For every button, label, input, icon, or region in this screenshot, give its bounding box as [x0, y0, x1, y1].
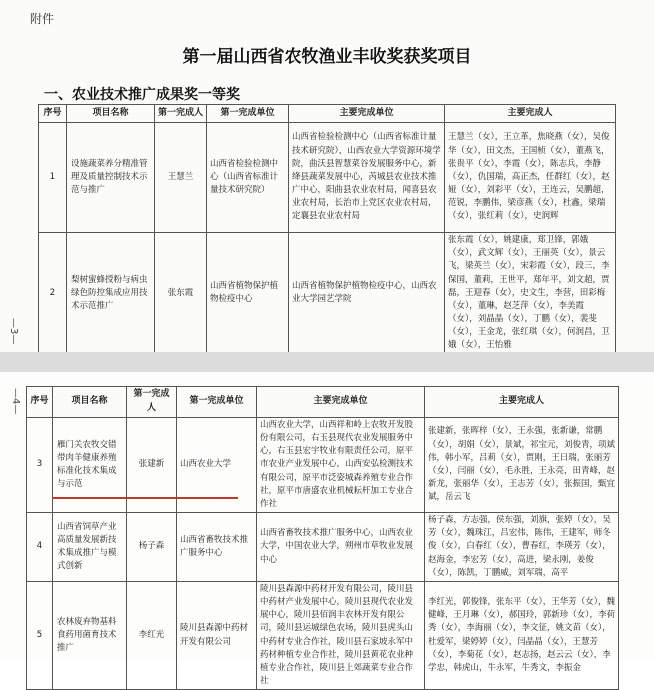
header-no: 序号	[27, 387, 53, 418]
cell-unit: 陵川县森源中药材开发有限公司	[177, 581, 257, 689]
cell-unit: 山西农业大学	[177, 417, 257, 512]
awards-table-page-1	[38, 104, 616, 355]
table-row	[27, 513, 619, 582]
cell-people: 杨子森，方志强，侯东强，刘旗，张婷（女），吴芳（女），魏珠江，吕宏伟，陈伟，王建军，师冬俊（女），白春红（女），曹春红，李瑛芳（女），赵海金，李宏芳（女），高进，梁永刚，姜俊（女），陈凯，丁鹏威，刘军瑞，高平	[425, 513, 619, 582]
table-row	[39, 123, 616, 233]
table-header-row	[27, 387, 619, 418]
cell-no: 3	[27, 417, 53, 512]
cell-people: 李红光，郭俊锋，张东平（女），王华芳（女），魏健峰，王月琳（女），郝国玲，郭新珍（女），李荷秀（女），李海丽（女），李文征，姚文苗（女），杜爱军，梁婷婷（女），闫晶晶（女），王慧芳（女），李菊花（女），赵志扬，赵云云（女），李学忠，韩虎山，牛永军，牛秀文，李振金	[425, 581, 619, 689]
header-unit: 第一完成单位	[207, 105, 289, 123]
attachment-label: 附件	[30, 12, 55, 26]
cell-units: 山西农业大学，山西祥和岭上农牧开发股份有限公司，右玉县现代农业发展服务中心，右玉县宏宇牧业有限责任公司，原平市农业产业发展中心，山西安弘检测技术有限公司，原平市泛姿城森养殖专业合作社，原平市唐盛农业机械耘杆加工专业合作社	[257, 417, 425, 512]
header-no: 序号	[39, 105, 67, 123]
table-row	[27, 581, 619, 689]
page-number-mark: —4—	[10, 388, 21, 415]
page-gap	[0, 352, 654, 372]
cell-people: 王慧兰（女），王立革，焦晓燕（女），吴俊华（女），田文杰，王国桢（女），董燕飞，张贵平（女），李霞（女），陈志兵，李静（女），仇国瑞，高正杰，任群红（女），赵娅（女），刘彩平（女），王连云，吴鹏超，范锐，李鹏伟，梁彦燕（女），杜鑫，梁瑞（女），张红莉（女），史润辉	[445, 123, 616, 233]
header-unit: 第一完成单位	[177, 387, 257, 418]
cell-no: 2	[39, 233, 67, 355]
header-leader: 第一完成人	[127, 387, 177, 418]
cell-units: 陵川县森源中药材开发有限公司，陵川县中药材产业发展中心，陵川县现代农业发展中心，陵川县佰润丰农林开发有限公司，陵川县运城绿色农场，陵川县虎头山中药材专业合作社，陵川县石家坡永军中药材种植专业合作社，陵川县黄花农业种植专业合作社，陵川县上郊蔬菜专业合作社	[257, 581, 425, 689]
cell-leader: 张建新	[127, 417, 177, 512]
cell-no: 1	[39, 123, 67, 233]
table-row	[39, 233, 616, 355]
section-heading: 一、农业技术推广成果奖一等奖	[44, 87, 240, 103]
header-people: 主要完成人	[425, 387, 619, 418]
cell-no: 4	[27, 513, 53, 582]
header-units: 主要完成单位	[257, 387, 425, 418]
table-header-row	[39, 105, 616, 123]
document-page-2	[0, 372, 654, 687]
document-title: 第一届山西省农牧渔业丰收奖获奖项目	[182, 47, 472, 67]
cell-unit: 山西省检验检测中心（山西省标准计量技术研究院）	[207, 123, 289, 233]
cell-people: 张建新，张晖梓（女），王永强，张新谦，常鹏（女），胡娟（女），景斌，祁宝元，刘俊青，项斌伟，韩小军，吕莉（女），贾刚，王日瑞，张丽芳（女），闫丽（女），毛永胜，王永亮，田青峰，赵新龙，张丽华（女），王志芳（女），张振国，甄宜斌，岳云飞	[425, 417, 619, 512]
cell-project: 农林废弃物基料食药用菌育技术推广	[53, 581, 127, 689]
cell-people: 张东霞（女），姚建康，郑卫锋，郭娥（女），武文辉（女），王丽英（女），景云飞，梁英兰（女），宋彩霞（女），段三，李保国，董莉，王世平，郑年平，刘文超，贾磊，王迎春（女），史文生，李营，田彩梅（女），董琳，赵芝萍（女），李美霞（女），刘晶晶（女），丁鹏（女），裴斐（女），王金龙，张红琪（女），何润昌，卫娥（女），王怡雅	[445, 233, 616, 355]
cell-project: 雁门关农牧交错带肉羊健康养殖标准化技术集成与示范	[53, 417, 127, 512]
cell-project: 设施蔬菜养分精准管理及质量控制技术示范与推广	[67, 123, 155, 233]
header-project: 项目名称	[53, 387, 127, 418]
header-units: 主要完成单位	[289, 105, 445, 123]
cell-unit: 山西省植物保护植物检疫中心	[207, 233, 289, 355]
cell-project: 山西省饲草产业高质量发展新技术集成推广与模式创新	[53, 513, 127, 582]
header-people: 主要完成人	[445, 105, 616, 123]
header-project: 项目名称	[67, 105, 155, 123]
cell-unit: 山西省畜牧技术推广服务中心	[177, 513, 257, 582]
red-underline-mark	[52, 497, 238, 499]
cell-leader: 杨子森	[127, 513, 177, 582]
awards-table-page-2	[26, 386, 619, 690]
cell-units: 山西省畜牧技术推广服务中心，山西农业大学，中国农业大学，朔州市草牧业发展中心	[257, 513, 425, 582]
cell-project: 梨树蜜蜂授粉与病虫绿色防控集成应用技术示范推广	[67, 233, 155, 355]
cell-leader: 王慧兰	[155, 123, 207, 233]
cell-no: 5	[27, 581, 53, 689]
cell-units: 山西省检验检测中心（山西省标准计量技术研究院），山西农业大学资源环境学院，曲沃县智慧菜谷发展服务中心，新绛县蔬菜发展中心，芮城县农业技术推广中心，阳曲县农业农村局，闻喜县农业农村局，长治市上党区农业农村局，定襄县农业农村局	[289, 123, 445, 233]
header-leader: 第一完成人	[155, 105, 207, 123]
cell-units: 山西省植物保护植物检疫中心，山西农业大学园艺学院	[289, 233, 445, 355]
cell-leader: 张东霞	[155, 233, 207, 355]
page-number-mark: —3—	[8, 318, 19, 345]
cell-leader: 李红光	[127, 581, 177, 689]
